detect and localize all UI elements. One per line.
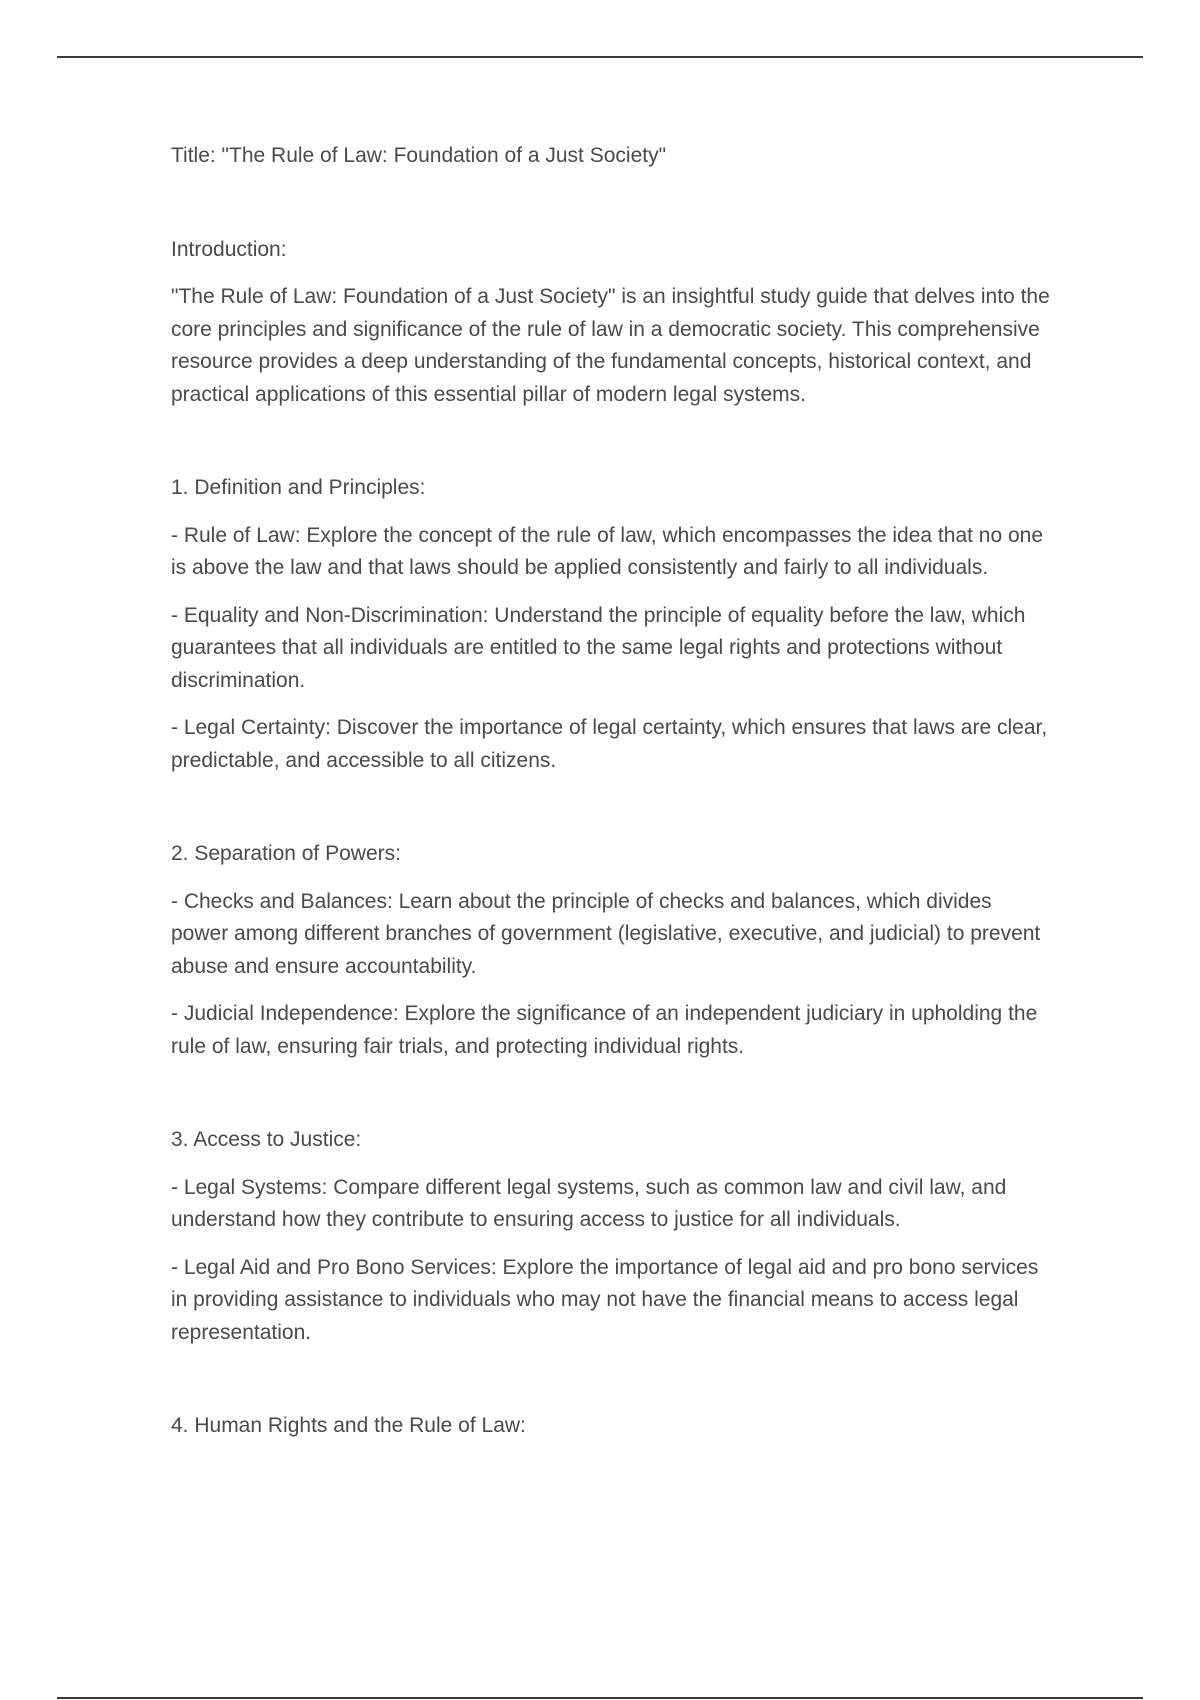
introduction-text: "The Rule of Law: Foundation of a Just Society" is an insightful study guide that delves into the core principles and significance of the rule of law in a democratic society. This comprehensive resource provides a deep understanding of the fundamental concepts, historical context, and practical applications of this essential pillar of modern legal systems. [171, 285, 1050, 406]
section-3-item-1: - Legal Systems: Compare different legal systems, such as common law and civil law, and understand how they contribute to ensuring access to justice for all individuals. [171, 1175, 1007, 1231]
section-1-item-3: - Legal Certainty: Discover the importance of legal certainty, which ensures that laws are clear, predictable, and accessible to all citizens. [171, 716, 1048, 772]
section-3-heading: 3. Access to Justice: [171, 1128, 362, 1151]
document-body [171, 140, 1051, 1458]
introduction-heading: Introduction: [171, 237, 287, 261]
bottom-rule [57, 1697, 1143, 1699]
section-3-item-2: - Legal Aid and Pro Bono Services: Explore the importance of legal aid and pro bono services in providing assistance to individuals who may not have the financial means to access legal representation. [171, 1255, 1039, 1344]
section-1-heading: 1. Definition and Principles: [171, 476, 426, 499]
section-2-heading: 2. Separation of Powers: [171, 842, 401, 865]
top-rule [57, 56, 1143, 58]
section-2-item-1: - Checks and Balances: Learn about the principle of checks and balances, which divides power among different branches of government (legislative, executive, and judicial) to prevent abuse and ensure accountability. [171, 889, 1041, 978]
section-1-item-1: - Rule of Law: Explore the concept of the rule of law, which encompasses the idea that no one is above the law and that laws should be applied consistently and fairly to all individuals. [171, 523, 1044, 579]
document-title: Title: "The Rule of Law: Foundation of a Just Society" [171, 144, 667, 167]
section-1-item-2: - Equality and Non-Discrimination: Understand the principle of equality before the law, which guarantees that all individuals are entitled to the same legal rights and protections without discrimination. [171, 603, 1026, 692]
section-2-item-2: - Judicial Independence: Explore the significance of an independent judiciary in upholding the rule of law, ensuring fair trials, and protecting individual rights. [171, 1002, 1038, 1058]
section-4-heading: 4. Human Rights and the Rule of Law: [171, 1414, 526, 1437]
